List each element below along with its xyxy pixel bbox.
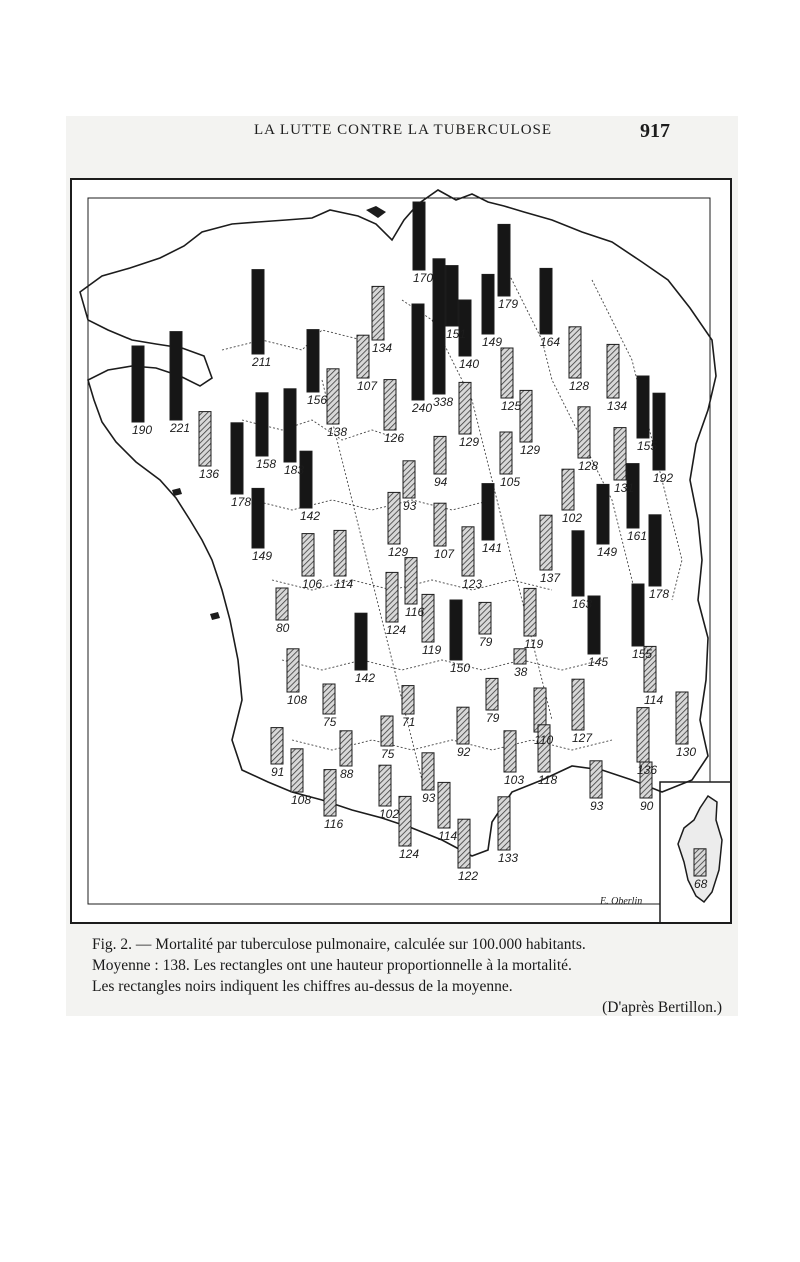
mortality-bar bbox=[379, 765, 391, 806]
mortality-bar bbox=[327, 369, 339, 424]
mortality-bar bbox=[520, 390, 532, 442]
mortality-label: 79 bbox=[486, 711, 500, 725]
mortality-bar bbox=[291, 749, 303, 792]
mortality-label: 142 bbox=[355, 671, 376, 685]
mortality-label: 102 bbox=[379, 807, 400, 821]
artist-signature: E. Oberlin bbox=[600, 896, 643, 907]
mortality-bar bbox=[637, 376, 649, 438]
mortality-bar bbox=[498, 797, 510, 850]
mortality-bar bbox=[271, 728, 283, 764]
mortality-label: 128 bbox=[578, 459, 599, 473]
mortality-bar bbox=[307, 330, 319, 392]
mortality-bar bbox=[355, 613, 367, 670]
mortality-label: 136 bbox=[199, 467, 220, 481]
mortality-label: 108 bbox=[291, 793, 312, 807]
mortality-label: 91 bbox=[271, 765, 285, 779]
mortality-label: 178 bbox=[649, 587, 670, 601]
mortality-bar bbox=[402, 686, 414, 714]
mortality-label: 105 bbox=[500, 475, 521, 489]
mortality-bar bbox=[324, 770, 336, 816]
caption-line-1: Fig. 2. — Mortalité par tuberculose pulmonaire, calculée sur 100.000 habitants. bbox=[92, 936, 586, 953]
mortality-label: 93 bbox=[590, 799, 604, 813]
mortality-label: 118 bbox=[538, 773, 558, 787]
mortality-bar bbox=[540, 268, 552, 334]
mortality-label: 151 bbox=[446, 327, 467, 341]
mortality-label: 156 bbox=[307, 393, 328, 407]
mortality-bars bbox=[132, 202, 706, 876]
mortality-label: 75 bbox=[323, 715, 337, 729]
mortality-bar bbox=[252, 488, 264, 548]
mortality-label: 110 bbox=[534, 733, 554, 747]
mortality-label: 114 bbox=[644, 693, 664, 707]
mortality-label: 119 bbox=[524, 637, 544, 651]
mortality-label: 141 bbox=[482, 541, 503, 555]
mortality-label: 183 bbox=[284, 463, 305, 477]
mortality-bar bbox=[334, 530, 346, 576]
mortality-label: 170 bbox=[413, 271, 434, 285]
caption-line-2: Moyenne : 138. Les rectangles ont une hauteur proportionnelle à la mortalité. bbox=[92, 957, 572, 974]
mortality-label: 179 bbox=[498, 297, 519, 311]
mortality-label: 149 bbox=[252, 549, 273, 563]
mortality-label: 93 bbox=[422, 791, 436, 805]
mortality-bar bbox=[614, 428, 626, 480]
mortality-bar bbox=[450, 600, 462, 660]
mortality-bar bbox=[323, 684, 335, 714]
mortality-label: 192 bbox=[653, 471, 674, 485]
mortality-label: 161 bbox=[627, 529, 648, 543]
running-title: LA LUTTE CONTRE LA TUBERCULOSE bbox=[254, 122, 553, 138]
mortality-label: 145 bbox=[588, 655, 609, 669]
mortality-label: 107 bbox=[357, 379, 378, 393]
mortality-bar bbox=[514, 649, 526, 664]
mortality-label: 140 bbox=[459, 357, 480, 371]
mortality-label: 93 bbox=[403, 499, 417, 513]
mortality-label: 122 bbox=[458, 869, 479, 883]
mortality-label: 129 bbox=[459, 435, 480, 449]
mortality-label: 80 bbox=[276, 621, 290, 635]
mortality-label: 130 bbox=[676, 745, 697, 759]
mortality-label: 338 bbox=[433, 395, 454, 409]
mortality-label: 128 bbox=[569, 379, 590, 393]
mortality-label: 68 bbox=[694, 877, 708, 891]
mortality-bar bbox=[632, 584, 644, 646]
mortality-label: 158 bbox=[256, 457, 277, 471]
mortality-label: 142 bbox=[300, 509, 321, 523]
mortality-bar bbox=[199, 412, 211, 466]
mortality-bar bbox=[276, 588, 288, 620]
mortality-bar bbox=[562, 469, 574, 510]
mortality-label: 116 bbox=[324, 817, 344, 831]
map-frame bbox=[70, 178, 732, 924]
channel-islands bbox=[366, 206, 386, 218]
mortality-bar bbox=[381, 716, 393, 746]
mortality-bar bbox=[433, 259, 445, 394]
mortality-label: 133 bbox=[498, 851, 519, 865]
mortality-label: 108 bbox=[287, 693, 308, 707]
mortality-label: 124 bbox=[386, 623, 407, 637]
mortality-label: 134 bbox=[607, 399, 628, 413]
mortality-bar bbox=[446, 266, 458, 326]
mortality-label: 240 bbox=[412, 401, 433, 415]
mortality-label: 114 bbox=[334, 577, 354, 591]
mortality-label: 88 bbox=[340, 767, 354, 781]
mortality-label: 127 bbox=[572, 731, 593, 745]
mortality-label: 71 bbox=[402, 715, 416, 729]
mortality-label: 164 bbox=[540, 335, 561, 349]
mortality-bar bbox=[300, 451, 312, 508]
mortality-bar bbox=[569, 327, 581, 378]
mortality-label: 134 bbox=[372, 341, 393, 355]
mortality-label: 149 bbox=[482, 335, 503, 349]
mortality-label: 123 bbox=[462, 577, 483, 591]
mortality-label: 106 bbox=[302, 577, 323, 591]
mortality-label: 75 bbox=[381, 747, 395, 761]
mortality-label: 119 bbox=[422, 643, 442, 657]
mortality-bar bbox=[340, 731, 352, 766]
mortality-bar bbox=[597, 484, 609, 544]
mortality-label: 221 bbox=[170, 421, 191, 435]
mortality-bar bbox=[607, 344, 619, 398]
mortality-bar bbox=[422, 753, 434, 790]
mortality-bar bbox=[405, 558, 417, 604]
mortality-label: 126 bbox=[384, 431, 405, 445]
mortality-bar bbox=[572, 531, 584, 596]
mortality-bar bbox=[653, 393, 665, 470]
page-header bbox=[0, 120, 800, 142]
mortality-bar bbox=[252, 270, 264, 354]
mortality-label: 129 bbox=[388, 545, 409, 559]
mortality-label: 150 bbox=[450, 661, 471, 675]
mortality-bar bbox=[284, 389, 296, 462]
mortality-bar bbox=[458, 819, 470, 868]
page-number: 917 bbox=[640, 120, 670, 142]
mortality-bar bbox=[482, 274, 494, 334]
mortality-label: 103 bbox=[504, 773, 525, 787]
mortality-label: 114 bbox=[438, 829, 458, 843]
mortality-bar bbox=[457, 707, 469, 744]
mortality-bar bbox=[538, 725, 550, 772]
france-mortality-map bbox=[72, 180, 730, 922]
mortality-label: 138 bbox=[327, 425, 348, 439]
mortality-label: 102 bbox=[562, 511, 583, 525]
mortality-bar bbox=[388, 492, 400, 544]
mortality-bar bbox=[524, 588, 536, 636]
mortality-label: 90 bbox=[640, 799, 654, 813]
mortality-bar bbox=[578, 407, 590, 458]
mortality-bar bbox=[256, 393, 268, 456]
mortality-bar bbox=[412, 304, 424, 400]
mortality-label: 38 bbox=[514, 665, 528, 679]
mortality-label: 94 bbox=[434, 475, 448, 489]
mortality-bar bbox=[504, 731, 516, 772]
caption-line-3: Les rectangles noirs indiquent les chiffres au-dessus de la moyenne. bbox=[92, 978, 513, 995]
mortality-bar bbox=[482, 484, 494, 540]
mortality-bar bbox=[386, 572, 398, 622]
mortality-bar bbox=[694, 849, 706, 876]
mortality-label: 211 bbox=[252, 355, 272, 369]
mortality-bar bbox=[500, 432, 512, 474]
mortality-bar bbox=[590, 761, 602, 798]
mortality-label: 129 bbox=[520, 443, 541, 457]
mortality-bar bbox=[399, 796, 411, 846]
mortality-label: 136 bbox=[637, 763, 658, 777]
mortality-bar bbox=[413, 202, 425, 270]
mortality-bar bbox=[459, 382, 471, 434]
mortality-label: 149 bbox=[597, 545, 618, 559]
mortality-bar bbox=[287, 649, 299, 692]
mortality-label: 155 bbox=[637, 439, 658, 453]
mortality-bar bbox=[572, 679, 584, 730]
mortality-bar bbox=[403, 461, 415, 498]
mortality-label: 79 bbox=[479, 635, 493, 649]
mortality-label: 190 bbox=[132, 423, 153, 437]
mortality-bar bbox=[438, 782, 450, 828]
mortality-bar bbox=[170, 332, 182, 420]
figure-caption bbox=[92, 934, 722, 1018]
mortality-label: 92 bbox=[457, 745, 471, 759]
mortality-bar bbox=[501, 348, 513, 398]
mortality-bar bbox=[479, 602, 491, 634]
mortality-label: 125 bbox=[501, 399, 522, 413]
mortality-bar bbox=[498, 224, 510, 296]
mortality-bar bbox=[302, 534, 314, 576]
mortality-bar bbox=[231, 423, 243, 494]
mortality-bar bbox=[649, 515, 661, 586]
mortality-bar bbox=[627, 464, 639, 528]
mortality-bar bbox=[384, 380, 396, 430]
mortality-label: 131 bbox=[614, 481, 635, 495]
caption-source: (D'après Bertillon.) bbox=[602, 999, 722, 1016]
ile-de-re bbox=[210, 612, 220, 620]
mortality-label: 116 bbox=[405, 605, 425, 619]
mortality-bar bbox=[462, 527, 474, 576]
mortality-label: 137 bbox=[540, 571, 561, 585]
mortality-label: 107 bbox=[434, 547, 455, 561]
mortality-label: 124 bbox=[399, 847, 420, 861]
mortality-bar bbox=[540, 515, 552, 570]
mortality-label: 163 bbox=[572, 597, 593, 611]
mortality-bar bbox=[676, 692, 688, 744]
mortality-bar bbox=[434, 503, 446, 546]
mortality-label: 178 bbox=[231, 495, 252, 509]
mortality-bar bbox=[486, 678, 498, 710]
mortality-bar bbox=[434, 436, 446, 474]
mortality-bar bbox=[357, 335, 369, 378]
mortality-bar bbox=[372, 286, 384, 340]
mortality-bar bbox=[637, 708, 649, 762]
mortality-bar bbox=[132, 346, 144, 422]
mortality-label: 155 bbox=[632, 647, 653, 661]
